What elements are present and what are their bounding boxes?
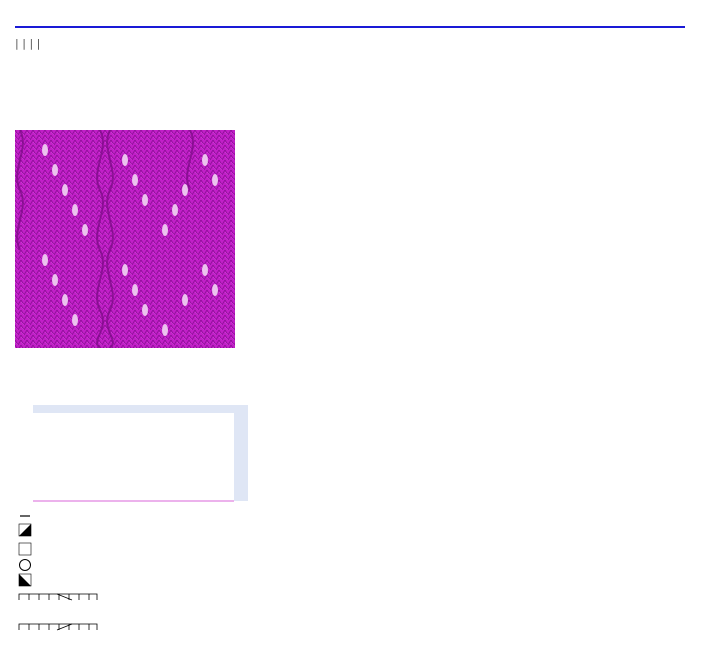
legend-k2tog-right: [17, 510, 31, 536]
chart-legend: [17, 510, 287, 652]
title-divider: [15, 26, 685, 28]
tags-line: | | | |: [15, 37, 41, 50]
knitting-photo: [15, 130, 235, 348]
cross-right-icon: [19, 624, 97, 630]
post-meta: [15, 36, 685, 51]
cross-left-icon: [19, 594, 97, 600]
knit-symbol-icon: [19, 543, 31, 555]
legend-knit: [19, 543, 31, 555]
chart-row-header: [234, 413, 248, 501]
chart-column-header: [33, 405, 248, 413]
pattern-description: [245, 130, 690, 136]
knitting-photo-image: [15, 130, 235, 348]
knitting-chart: [33, 405, 248, 513]
legend-yo: [20, 560, 31, 571]
yarn-over-icon: [20, 560, 31, 571]
